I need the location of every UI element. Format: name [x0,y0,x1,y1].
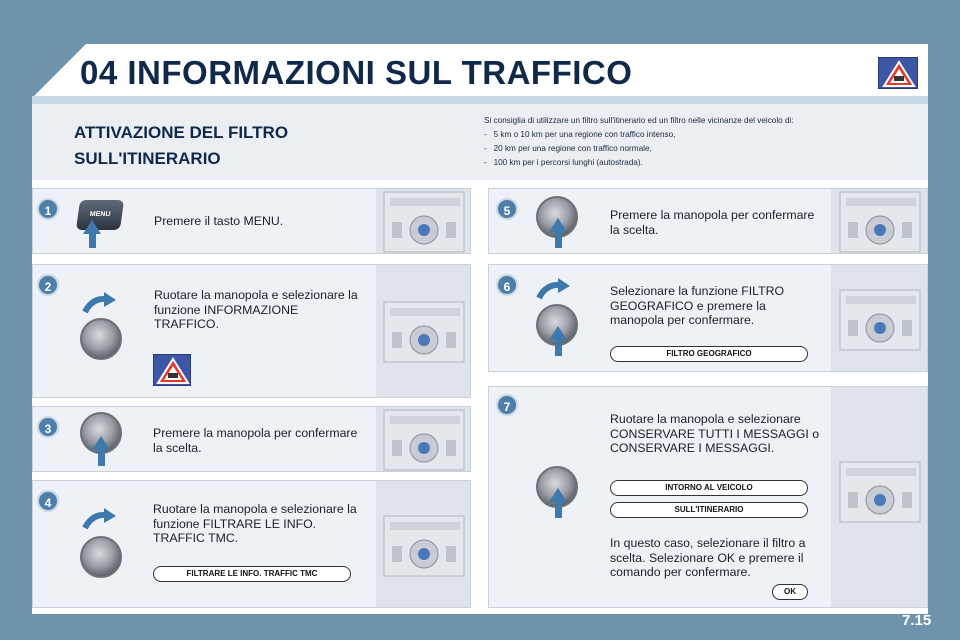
step-4-badge: 4 [37,490,59,512]
info-intro: Si consiglia di utilizzare un filtro sull'itinerario ed un filtro nelle vicinanze del veicolo di: [484,116,794,125]
radio-panel-icon [382,514,466,578]
step-7-text-2: In questo caso, selezionare il filtro a scelta. Selezionare OK e premere il comando per confermare. [610,536,806,579]
step-1-badge: 1 [37,198,59,220]
step-5-badge: 5 [496,198,518,220]
info-item: - 20 km per una regione con traffico normale, [484,144,652,153]
step-1-text: Premere il tasto MENU. [154,214,284,228]
rotary-knob-icon [80,536,122,578]
radio-panel-icon [838,460,922,524]
radio-panel-icon [838,190,922,254]
press-arrow-icon [89,232,96,248]
step-6-badge: 6 [496,274,518,296]
radio-panel-icon [382,190,466,254]
rotary-knob-icon [80,318,122,360]
step-5-text: Premere la manopola per confermare la scelta. [610,208,815,237]
page-title: 04 INFORMAZIONI SUL TRAFFICO [80,54,633,91]
step-3-badge: 3 [37,416,59,438]
step-7-text: Ruotare la manopola e selezionare CONSERVARE TUTTI I MESSAGGI o CONSERVARE I MESSAGGI. [610,412,820,455]
traffic-info-icon [153,354,191,386]
section-title-line1: ATTIVAZIONE DEL FILTRO [74,123,289,142]
step-2-badge: 2 [37,274,59,296]
info-item: - 5 km o 10 km per una regione con traffico intenso, [484,130,676,139]
press-arrow-icon [98,448,105,466]
press-arrow-head-icon [549,488,567,502]
page-number: 7.15 [902,612,932,629]
press-arrow-head-icon [92,436,110,450]
info-note [484,114,914,170]
step-7-badge: 7 [496,394,518,416]
header-rule [32,96,928,104]
menu-option-filtrare[interactable]: FILTRARE LE INFO. TRAFFIC TMC [153,566,351,582]
press-arrow-head-icon [549,218,567,232]
press-arrow-icon [555,500,562,518]
press-arrow-head-icon [83,220,101,234]
traffic-warning-icon [878,57,918,89]
step-6-text: Selezionare la funzione FILTRO GEOGRAFICO e premere la manopola per confermare. [610,284,785,327]
radio-panel-icon [382,300,466,364]
section-title-line2: SULL'ITINERARIO [74,149,221,168]
press-arrow-icon [555,230,562,248]
press-arrow-icon [555,338,562,356]
ok-button[interactable]: OK [772,584,808,600]
menu-option-filtro-geografico[interactable]: FILTRO GEOGRAFICO [610,346,808,362]
press-arrow-head-icon [549,326,567,340]
menu-option-intorno-al-veicolo[interactable]: INTORNO AL VEICOLO [610,480,808,496]
step-4-text: Ruotare la manopola e selezionare la funzione FILTRARE LE INFO. TRAFFIC TMC. [153,502,357,545]
step-3-text: Premere la manopola per confermare la scelta. [153,426,358,455]
page-corner-cut [32,44,86,98]
menu-key-icon: MENU [76,200,124,230]
rotate-arrow-icon [536,278,570,300]
section-title [74,120,394,172]
menu-option-sull-itinerario[interactable]: SULL'ITINERARIO [610,502,808,518]
rotate-arrow-icon [82,508,116,530]
radio-panel-icon [838,288,922,352]
radio-panel-icon [382,408,466,472]
info-item: - 100 km per i percorsi lunghi (autostrada). [484,158,643,167]
step-2-text: Ruotare la manopola e selezionare la funzione INFORMAZIONE TRAFFICO. [154,288,358,331]
rotate-arrow-icon [82,292,116,314]
